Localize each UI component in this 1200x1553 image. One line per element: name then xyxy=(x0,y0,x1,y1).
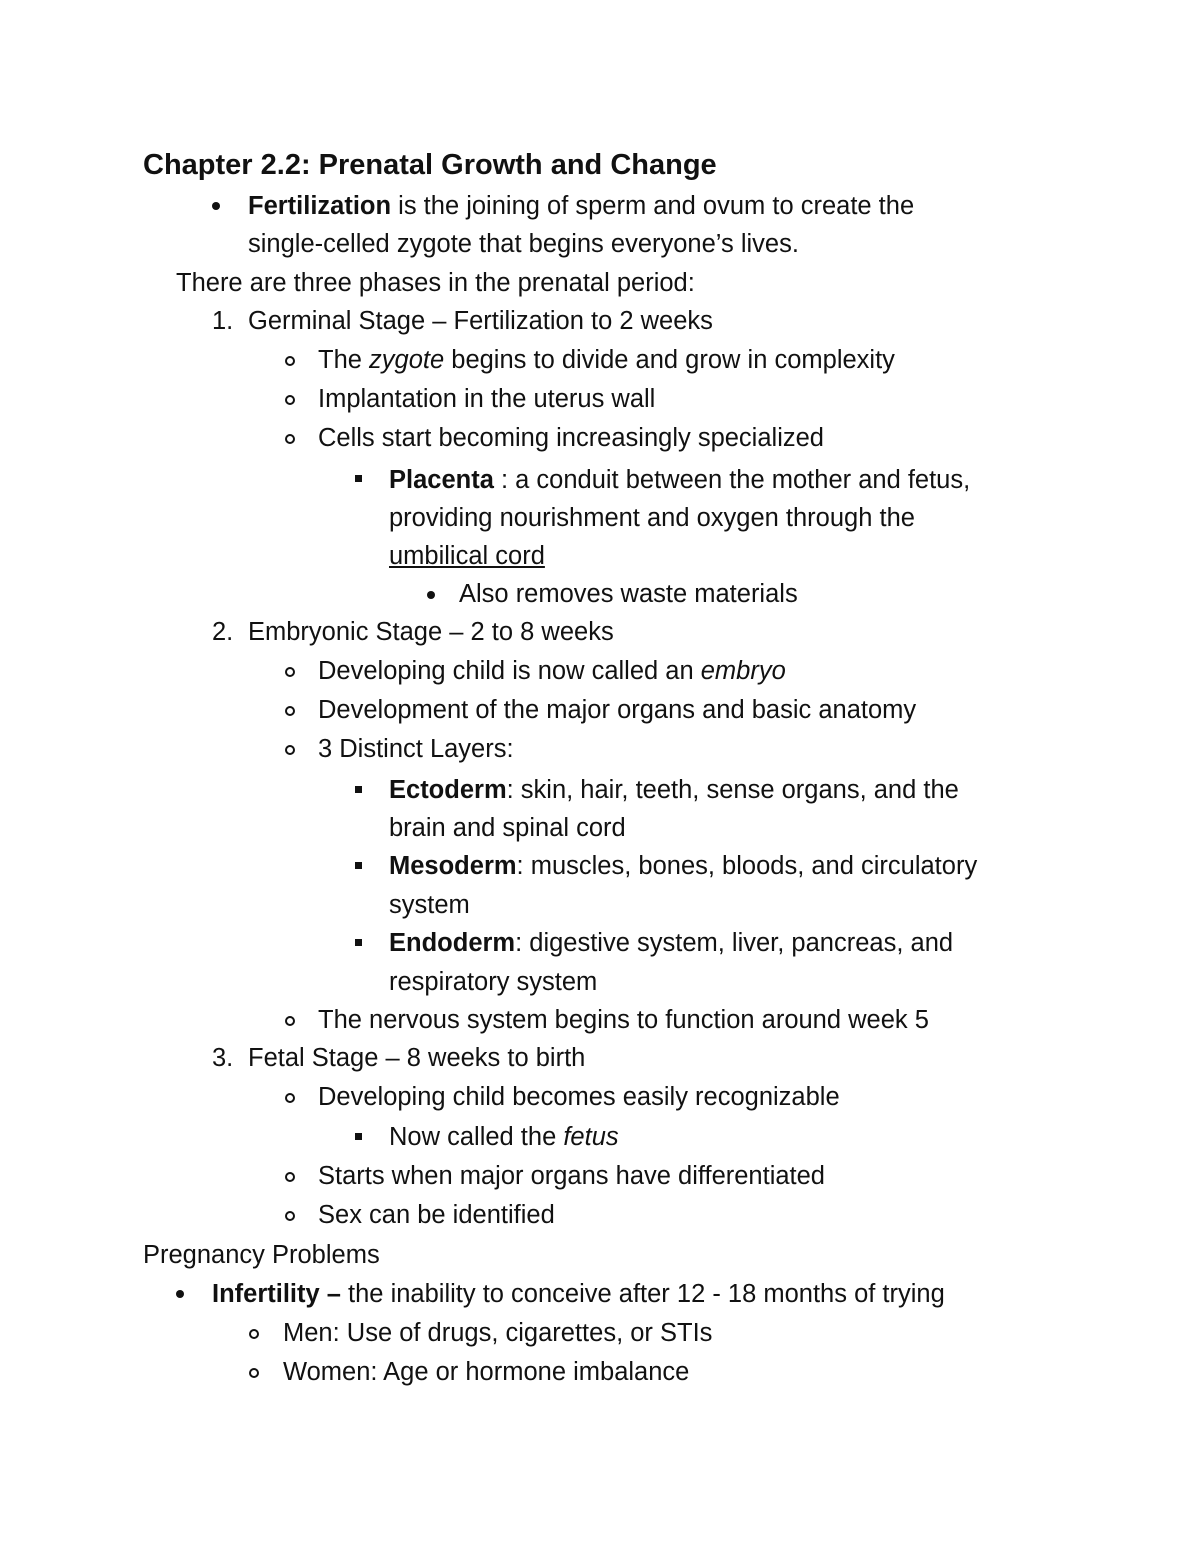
stage-2-item-3: 3 Distinct Layers: xyxy=(318,735,514,763)
stage-1-item-1-post: begins to divide and grow in complexity xyxy=(444,346,895,374)
circle-bullet-icon xyxy=(285,395,295,405)
square-bullet-icon xyxy=(355,786,362,793)
bullet-icon xyxy=(427,591,435,599)
embryo-term: embryo xyxy=(700,657,786,685)
stage-2-label: Embryonic Stage – 2 to 8 weeks xyxy=(248,618,614,646)
stage-2-item-1-pre: Developing child is now called an xyxy=(318,657,701,685)
phases-intro: There are three phases in the prenatal period: xyxy=(176,269,695,297)
stage-3-item-2: Starts when major organs have differentiated xyxy=(318,1162,825,1190)
placenta-line-2: providing nourishment and oxygen through the xyxy=(389,504,915,532)
placenta-text-1: : a conduit between the mother and fetus, xyxy=(493,466,971,494)
circle-bullet-icon xyxy=(285,667,295,677)
stage-1-item-3: Cells start becoming increasingly specialized xyxy=(318,424,824,452)
mesoderm-text-1: : muscles, bones, bloods, and circulatory xyxy=(516,852,978,880)
fertilization-term: Fertilization xyxy=(248,192,392,220)
stage-3-sub-pre: Now called the xyxy=(389,1123,564,1151)
bullet-icon xyxy=(212,202,220,210)
bullet-icon xyxy=(176,1290,184,1298)
circle-bullet-icon xyxy=(285,356,295,366)
square-bullet-icon xyxy=(355,1133,362,1140)
fertilization-line-1 xyxy=(248,191,914,221)
fertilization-line-2: single-celled zygote that begins everyone’s lives. xyxy=(248,230,799,258)
infertility-line xyxy=(212,1279,945,1309)
stage-2-item-1 xyxy=(318,656,786,686)
placenta-line-1 xyxy=(389,465,970,495)
stage-3-sub-item xyxy=(389,1122,619,1152)
mesoderm-term: Mesoderm xyxy=(389,852,517,880)
ectoderm-term: Ectoderm xyxy=(389,776,507,804)
stage-1-item-1 xyxy=(318,345,895,375)
infertility-text: the inability to conceive after 12 - 18 months of trying xyxy=(340,1280,945,1308)
endoderm-term: Endoderm xyxy=(389,929,516,957)
placenta-line-3 xyxy=(389,541,545,571)
ectoderm-line-2: brain and spinal cord xyxy=(389,814,626,842)
circle-bullet-icon xyxy=(285,1016,295,1026)
umbilical-cord-term: umbilical cord xyxy=(389,542,545,570)
square-bullet-icon xyxy=(355,475,362,482)
stage-3-number: 3. xyxy=(212,1044,234,1072)
stage-2-item-2: Development of the major organs and basic anatomy xyxy=(318,696,917,724)
stage-3-label: Fetal Stage – 8 weeks to birth xyxy=(248,1044,586,1072)
circle-bullet-icon xyxy=(285,1211,295,1221)
endoderm-line-2: respiratory system xyxy=(389,968,598,996)
square-bullet-icon xyxy=(355,862,362,869)
circle-bullet-icon xyxy=(285,1172,295,1182)
circle-bullet-icon xyxy=(285,1093,295,1103)
endoderm-line-1 xyxy=(389,928,953,958)
infertility-women: Women: Age or hormone imbalance xyxy=(283,1358,690,1386)
page-title: Chapter 2.2: Prenatal Growth and Change xyxy=(143,149,717,181)
circle-bullet-icon xyxy=(249,1329,259,1339)
mesoderm-line-2: system xyxy=(389,891,470,919)
square-bullet-icon xyxy=(355,939,362,946)
pregnancy-heading: Pregnancy Problems xyxy=(143,1241,380,1269)
stage-1-label: Germinal Stage – Fertilization to 2 weeks xyxy=(248,307,713,335)
placenta-sub-item: Also removes waste materials xyxy=(459,580,798,608)
circle-bullet-icon xyxy=(285,745,295,755)
endoderm-text-1: : digestive system, liver, pancreas, and xyxy=(515,929,954,957)
stage-3-item-1: Developing child becomes easily recognizable xyxy=(318,1083,840,1111)
ectoderm-line-1 xyxy=(389,775,959,805)
stage-1-item-1-pre: The xyxy=(318,346,370,374)
stage-2-item-4: The nervous system begins to function around week 5 xyxy=(318,1006,929,1034)
zygote-term: zygote xyxy=(369,346,445,374)
stage-1-number: 1. xyxy=(212,307,234,335)
stage-1-item-2: Implantation in the uterus wall xyxy=(318,385,656,413)
stage-3-item-3: Sex can be identified xyxy=(318,1201,555,1229)
infertility-term: Infertility – xyxy=(212,1280,341,1308)
fertilization-text-1: is the joining of sperm and ovum to create the xyxy=(391,192,915,220)
placenta-term: Placenta xyxy=(389,466,494,494)
infertility-men: Men: Use of drugs, cigarettes, or STIs xyxy=(283,1319,713,1347)
circle-bullet-icon xyxy=(285,434,295,444)
mesoderm-line-1 xyxy=(389,851,977,881)
ectoderm-text-1: : skin, hair, teeth, sense organs, and the xyxy=(506,776,959,804)
fetus-term: fetus xyxy=(563,1123,619,1151)
circle-bullet-icon xyxy=(285,706,295,716)
circle-bullet-icon xyxy=(249,1368,259,1378)
stage-2-number: 2. xyxy=(212,618,234,646)
